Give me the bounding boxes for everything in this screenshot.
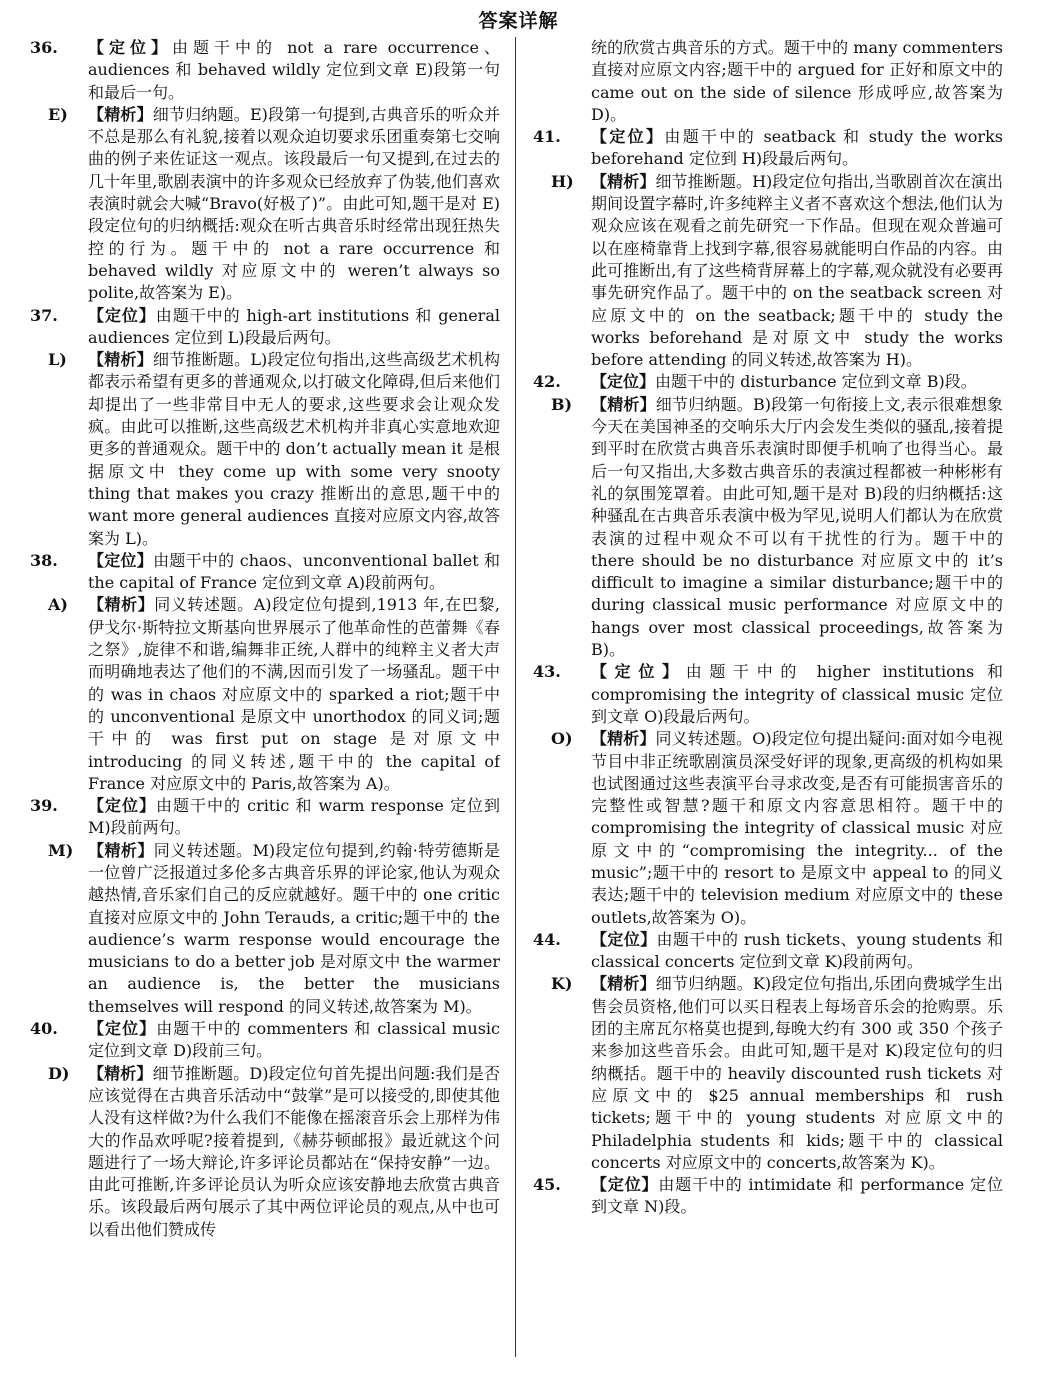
page-title: 答案详解 bbox=[478, 10, 559, 32]
locate-tag: 【定位】 bbox=[88, 38, 173, 57]
question-number: 40. bbox=[30, 1019, 58, 1039]
entry-text: 细节归纳题。E)段第一句提到,古典音乐的听众并不总是那么有礼貌,接着以观众迫切要求乐团重奏第七交响曲的例子来佐证这一观点。该段最后一句又提到,在过去的几十年里,歌剧表演中的许多观众已经放弃了伪装,他们喜欢表演时就会大喊“Bravo(好极了)”。由此可知,题干是对 E)段定位句的归纳概括:观众在听古典音乐时经常出现狂热失控的行为。题干中的 not a rare occurrence 和 behaved wildly 对应原文中的 weren’t always so polite,故答案为 E)。 bbox=[88, 104, 500, 303]
locate-entry bbox=[533, 1174, 1003, 1219]
question-number: 37. bbox=[30, 305, 58, 325]
locate-entry bbox=[533, 929, 1003, 974]
entry-text: 由题干中的 chaos、unconventional ballet 和 the capital of France 定位到文章 A)段前两句。 bbox=[88, 550, 500, 593]
entry-text: 细节推断题。H)段定位句指出,当歌剧首次在演出期间设置字幕时,许多纯粹主义者不喜欢这个想法,他们认为观众应该在观看之前先研究一下作品。但现在观众普遍可以在座椅靠背上找到字幕,很容易就能明白作品的内容。由此可推断出,有了这些椅背屏幕上的字幕,观众就没有必要再事先研究作品了。题干中的 on the seatback screen 对应原文中的 on the seatback;题干中的 study the works beforehand 是对原文中 study the works before attending 的同义转述,故答案为 H)。 bbox=[591, 171, 1003, 370]
locate-tag: 【定位】 bbox=[88, 796, 157, 816]
entry-text: 细节推断题。D)段定位句首先提出问题:我们是否应该觉得在古典音乐活动中“鼓掌”是可以接受的,即使其他人没有这样做?为什么我们不能像在摇滚音乐会上那样为伟大的作品欢呼呢?接着提到,《赫芬顿邮报》最近就这个问题进行了一场大辩论,许多评论员都站在“保持安静”一边。由此可推断,许多评论员认为听众应该安静地去欣赏古典音乐。该段最后两句展示了其中两位评论员的观点,从中也可以看出他们赞成传 bbox=[88, 1063, 500, 1239]
analysis-tag: 【精析】 bbox=[591, 171, 656, 191]
analysis-tag: 【精析】 bbox=[88, 840, 154, 860]
entry-text: 由题干中的 high-art institutions 和 general audiences 定位到 L)段最后两句。 bbox=[88, 305, 500, 347]
question-number: 36. bbox=[30, 38, 58, 57]
locate-entry bbox=[30, 1018, 500, 1063]
question-number: 43. bbox=[533, 662, 561, 682]
analysis-tag: 【精析】 bbox=[591, 729, 656, 749]
analysis-entry bbox=[30, 594, 500, 795]
entry-text: 由题干中的 intimidate 和 performance 定位到文章 N)段。 bbox=[591, 1175, 1003, 1217]
locate-tag: 【定位】 bbox=[591, 127, 665, 147]
answer-letter: B) bbox=[551, 394, 573, 414]
continued-text bbox=[533, 37, 1003, 126]
locate-tag: 【定位】 bbox=[591, 1175, 659, 1195]
locate-tag: 【定位】 bbox=[591, 929, 657, 949]
question-number: 44. bbox=[533, 929, 561, 949]
entry-text: 细节归纳题。K)段定位句指出,乐团向费城学生出售会员资格,他们可以买日程表上每场音乐会的抢购票。乐团的主席瓦尔格莫也提到,每晚大约有 300 或 350 个孩子来参加这些音乐会。由此可知,题干是对 K)段定位句的归纳概括。题干中的 heavily discounted rush tickets 对应原文中的 $25 annual memberships 和 rush tickets;题干中的 young students 对应原文中的 Philadelphia students 和 kids;题干中的 classical concerts 对应原文中的 concerts,故答案为 K)。 bbox=[591, 974, 1003, 1172]
locate-tag: 【定位】 bbox=[591, 372, 656, 392]
entry-text: 由题干中的 disturbance 定位到文章 B)段。 bbox=[655, 372, 977, 392]
entry-text: 统的欣赏古典音乐的方式。题干中的 many commenters 直接对应原文内容;题干中的 argued for 正好和原文中的 came out on the side of silence 形成呼应,故答案为 D)。 bbox=[591, 38, 1003, 124]
entry-text: 同义转述题。O)段定位句提出疑问:面对如今电视节目中非正统歌剧演员深受好评的现象,更高级的机构如果也试图通过这些表演平台寻求改变,是否有可能损害音乐的完整性或智慧?题干和原文内容意思相符。题干中的 compromising the integrity of classical music 对应原文中的“compromising the integrity... of the music”;题干中的 resort to 是原文中 appeal to 的同义表达;题干中的 television medium 对应原文中的 these outlets,故答案为 O)。 bbox=[591, 729, 1003, 927]
analysis-tag: 【精析】 bbox=[591, 974, 656, 994]
analysis-entry bbox=[533, 394, 1003, 662]
entry-text: 由题干中的 higher institutions 和 compromising the integrity of classical music 定位到文章 O)段最后两句。 bbox=[591, 662, 1003, 726]
entry-text: 由题干中的 not a rare occurrence、audiences 和 behaved wildly 定位到文章 E)段第一句和最后一句。 bbox=[88, 38, 500, 102]
question-number: 41. bbox=[533, 127, 561, 147]
analysis-tag: 【精析】 bbox=[88, 595, 155, 615]
locate-tag: 【定位】 bbox=[88, 550, 154, 570]
answer-letter: L) bbox=[48, 350, 67, 370]
analysis-entry bbox=[533, 973, 1003, 1174]
locate-tag: 【定位】 bbox=[591, 662, 686, 682]
analysis-entry bbox=[30, 349, 500, 550]
locate-entry bbox=[30, 550, 500, 595]
question-number: 39. bbox=[30, 796, 58, 816]
locate-tag: 【定位】 bbox=[88, 305, 156, 325]
entry-text: 细节归纳题。B)段第一句衔接上文,表示很难想象今天在美国神圣的交响乐大厅内会发生类似的骚乱,接着提到平时在欣赏古典音乐表演时即便手机响了也得当心。最后一句又指出,大多数古典音乐的表演过程都被一种彬彬有礼的氛围笼罩着。由此可知,题干是对 B)段的归纳概括:这种骚乱在古典音乐表演中极为罕见,说明人们都认为在欣赏表演的过程中观众不可以有干扰性的行为。题干中的 there should be no disturbance 对应原文中的 it’s difficult to imagine a similar disturbance;题干中的 during classical music performance 对应原文中的 hangs over most classical proceedings,故答案为 B)。 bbox=[591, 394, 1003, 660]
left-column bbox=[30, 37, 500, 1367]
locate-tag: 【定位】 bbox=[88, 1019, 157, 1039]
locate-entry bbox=[30, 795, 500, 840]
analysis-entry bbox=[533, 171, 1003, 372]
locate-entry bbox=[30, 305, 500, 350]
entry-text: 同义转述题。A)段定位句提到,1913 年,在巴黎,伊戈尔·斯特拉文斯基向世界展示了他革命性的芭蕾舞《春之祭》,旋律不和谐,编舞非正统,人群中的纯粹主义者大声而明确地表达了他们的不满,因而引发了一场骚乱。题干中的 was in chaos 对应原文中的 sparked a riot;题干中的 unconventional 是原文中 unorthodox 的同义词;题干中的 was first put on stage 是对原文中 introducing 的同义转述,题干中的 the capital of France 对应原文中的 Paris,故答案为 A)。 bbox=[88, 595, 500, 793]
entry-text: 由题干中的 commenters 和 classical music 定位到文章 D)段前三句。 bbox=[88, 1019, 500, 1061]
entry-text: 由题干中的 critic 和 warm response 定位到 M)段前两句。 bbox=[88, 796, 500, 838]
analysis-entry bbox=[30, 840, 500, 1018]
entry-text: 由题干中的 seatback 和 study the works beforehand 定位到 H)段最后两句。 bbox=[591, 127, 1003, 169]
answer-letter: D) bbox=[48, 1063, 70, 1083]
answer-letter: A) bbox=[48, 595, 68, 615]
locate-entry bbox=[30, 37, 500, 104]
locate-entry bbox=[533, 371, 1003, 393]
column-divider bbox=[515, 37, 516, 1357]
analysis-tag: 【精析】 bbox=[88, 104, 153, 124]
question-number: 38. bbox=[30, 550, 58, 570]
answer-letter: H) bbox=[551, 171, 574, 191]
answer-letter: O) bbox=[551, 729, 573, 749]
question-number: 42. bbox=[533, 372, 561, 392]
analysis-entry bbox=[30, 1063, 500, 1241]
right-column bbox=[533, 37, 1003, 1367]
analysis-entry bbox=[30, 104, 500, 305]
answer-letter: M) bbox=[48, 840, 74, 860]
locate-entry bbox=[533, 126, 1003, 171]
analysis-entry bbox=[533, 728, 1003, 929]
answer-letter: K) bbox=[551, 974, 573, 994]
analysis-tag: 【精析】 bbox=[88, 350, 153, 370]
locate-entry bbox=[533, 661, 1003, 728]
entry-text: 同义转述题。M)段定位句提到,约翰·特劳德斯是一位曾广泛报道过多伦多古典音乐界的评论家,他认为观众越热情,音乐家们自己的反应就越好。题干中的 one critic 直接对应原文中的 John Terauds, a critic;题干中的 the audience’s warm response would encourage the musicians to do a better job 是对原文中 the warmer an audience is, the better the musicians themselves will respond 的同义转述,故答案为 M)。 bbox=[88, 840, 500, 1016]
analysis-tag: 【精析】 bbox=[591, 394, 656, 414]
question-number: 45. bbox=[533, 1175, 561, 1195]
entry-text: 由题干中的 rush tickets、young students 和 classical concerts 定位到文章 K)段前两句。 bbox=[591, 929, 1003, 972]
answer-letter: E) bbox=[48, 104, 68, 124]
entry-text: 细节推断题。L)段定位句指出,这些高级艺术机构都表示希望有更多的普通观众,以打破文化障碍,但后来他们却提出了一些非常目中无人的要求,这些要求会让观众发疯。由此可以推断,这些高级艺术机构并非真心实意地欢迎更多的普通观众。题干中的 don’t actually mean it 是根据原文中 they come up with some very snooty thing that makes you crazy 推断出的意思,题干中的 want more general audiences 直接对应原文内容,故答案为 L)。 bbox=[88, 350, 500, 548]
analysis-tag: 【精析】 bbox=[88, 1063, 153, 1083]
